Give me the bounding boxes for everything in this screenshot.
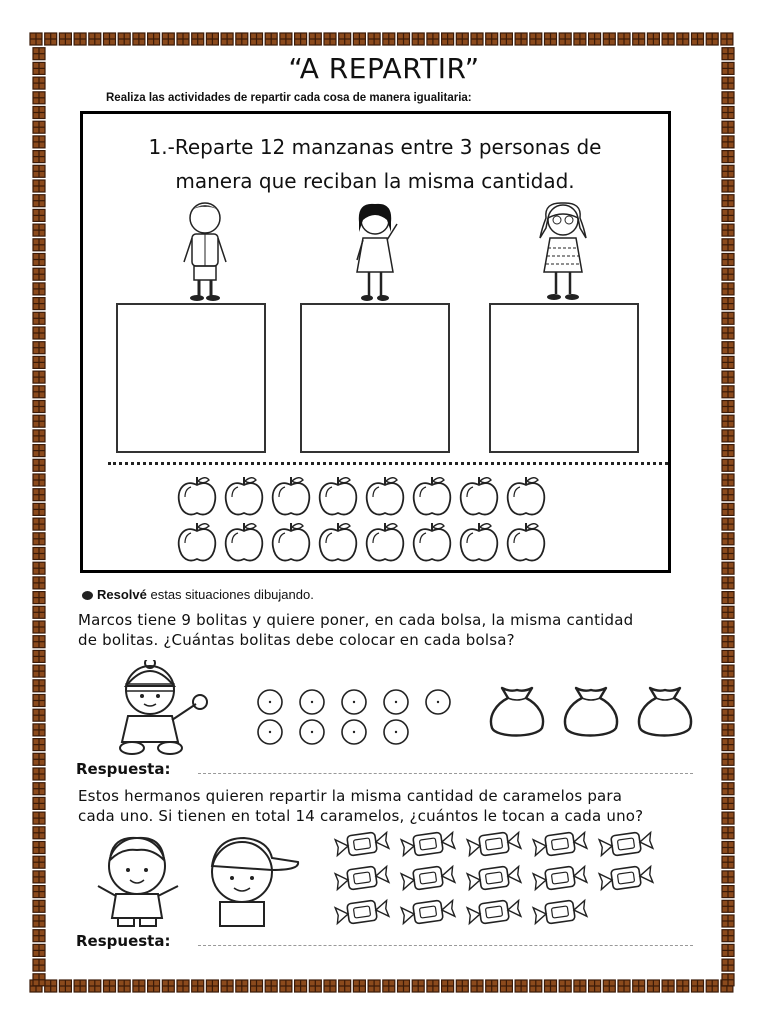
border-square-icon	[722, 503, 734, 515]
answer-label-2: Respuesta:	[76, 760, 171, 778]
border-square-icon	[722, 459, 734, 471]
marbles-group	[256, 688, 456, 748]
activity1-question	[95, 130, 655, 198]
border-square-icon	[162, 33, 174, 45]
border-square-icon	[722, 709, 734, 721]
border-square-icon	[398, 980, 410, 992]
border-square-icon	[33, 386, 45, 398]
bullet-icon	[82, 591, 93, 600]
border-square-icon	[33, 151, 45, 163]
border-square-icon	[722, 445, 734, 457]
border-square-icon	[236, 33, 248, 45]
dotted-divider	[108, 462, 668, 465]
border-square-icon	[33, 136, 45, 148]
border-square-icon	[45, 33, 57, 45]
border-square-icon	[471, 33, 483, 45]
border-square-icon	[412, 980, 424, 992]
border-square-icon	[722, 974, 734, 986]
border-square-icon	[33, 959, 45, 971]
border-square-icon	[722, 312, 734, 324]
answer-box-1[interactable]	[116, 303, 266, 453]
border-square-icon	[427, 980, 439, 992]
border-square-icon	[339, 980, 351, 992]
border-square-icon	[722, 165, 734, 177]
border-square-icon	[722, 342, 734, 354]
border-square-icon	[104, 980, 116, 992]
border-square-icon	[368, 33, 380, 45]
border-square-icon	[722, 577, 734, 589]
marble-icon	[342, 720, 366, 744]
border-square-icon	[33, 415, 45, 427]
border-square-icon	[353, 33, 365, 45]
bags-group	[482, 684, 712, 740]
border-square-icon	[33, 650, 45, 662]
border-square-icon	[33, 753, 45, 765]
answer-line-2[interactable]	[198, 773, 693, 774]
border-square-icon	[74, 33, 86, 45]
border-square-icon	[33, 695, 45, 707]
border-square-icon	[722, 548, 734, 560]
border-square-icon	[692, 980, 704, 992]
candy-icon	[335, 830, 389, 857]
border-square-icon	[33, 298, 45, 310]
marble-icon	[258, 720, 282, 744]
candy-icon	[467, 864, 521, 891]
border-square-icon	[133, 33, 145, 45]
apple-icon	[414, 477, 451, 515]
border-square-icon	[574, 33, 586, 45]
border-square-icon	[33, 445, 45, 457]
border-square-icon	[324, 980, 336, 992]
border-square-icon	[722, 386, 734, 398]
border-square-icon	[722, 415, 734, 427]
border-square-icon	[33, 636, 45, 648]
border-square-icon	[618, 33, 630, 45]
border-square-icon	[722, 489, 734, 501]
border-square-icon	[383, 33, 395, 45]
border-square-icon	[33, 180, 45, 192]
border-square-icon	[677, 980, 689, 992]
border-square-icon	[33, 342, 45, 354]
border-square-icon	[722, 356, 734, 368]
border-square-icon	[559, 980, 571, 992]
bag-icon	[565, 688, 617, 736]
border-square-icon	[500, 33, 512, 45]
border-square-icon	[722, 224, 734, 236]
border-square-icon	[722, 886, 734, 898]
boy-winter-illustration	[100, 660, 225, 755]
border-square-icon	[722, 930, 734, 942]
border-square-icon	[251, 980, 263, 992]
marble-icon	[300, 720, 324, 744]
candy-icon	[335, 898, 389, 925]
apple-icon	[179, 523, 216, 561]
border-square-icon	[589, 980, 601, 992]
candies-group	[330, 828, 670, 928]
border-square-icon	[192, 33, 204, 45]
border-square-icon	[722, 518, 734, 530]
apple-icon	[414, 523, 451, 561]
apple-icon	[320, 523, 357, 561]
resolve-rest: estas situaciones dibujando.	[146, 587, 314, 602]
border-square-icon	[33, 165, 45, 177]
border-square-icon	[33, 944, 45, 956]
border-square-icon	[33, 856, 45, 868]
border-square-icon	[442, 980, 454, 992]
border-square-icon	[33, 680, 45, 692]
marble-icon	[258, 690, 282, 714]
border-square-icon	[33, 489, 45, 501]
answer-line-3[interactable]	[198, 945, 693, 946]
border-square-icon	[33, 915, 45, 927]
border-square-icon	[33, 107, 45, 119]
person-girl-glasses	[528, 198, 598, 304]
border-square-icon	[722, 254, 734, 266]
candy-icon	[599, 830, 653, 857]
bag-icon	[639, 688, 691, 736]
border-square-icon	[33, 209, 45, 221]
border-square-icon	[177, 980, 189, 992]
border-square-icon	[221, 980, 233, 992]
border-square-icon	[722, 797, 734, 809]
border-square-icon	[30, 980, 42, 992]
border-square-icon	[589, 33, 601, 45]
border-square-icon	[104, 33, 116, 45]
border-square-icon	[398, 33, 410, 45]
border-square-icon	[722, 371, 734, 383]
activity1-line1: 1.-Reparte 12 manzanas entre 3 personas de	[148, 135, 602, 159]
marble-icon	[342, 690, 366, 714]
border-square-icon	[618, 980, 630, 992]
worksheet-title: “A REPARTIR”	[288, 52, 480, 85]
border-square-icon	[33, 606, 45, 618]
candy-icon	[401, 864, 455, 891]
border-square-icon	[33, 665, 45, 677]
border-square-icon	[33, 886, 45, 898]
activity3-question	[78, 786, 718, 826]
border-square-icon	[603, 33, 615, 45]
border-square-icon	[722, 107, 734, 119]
border-square-icon	[33, 268, 45, 280]
border-square-icon	[722, 856, 734, 868]
border-square-icon	[33, 621, 45, 633]
border-square-icon	[677, 33, 689, 45]
border-square-icon	[33, 797, 45, 809]
brothers-illustration	[92, 830, 307, 930]
border-square-icon	[722, 121, 734, 133]
border-square-icon	[515, 980, 527, 992]
border-square-icon	[722, 665, 734, 677]
apple-icon	[461, 523, 498, 561]
border-square-icon	[236, 980, 248, 992]
border-square-icon	[324, 33, 336, 45]
border-square-icon	[309, 33, 321, 45]
border-square-icon	[722, 753, 734, 765]
border-square-icon	[722, 592, 734, 604]
border-square-icon	[722, 606, 734, 618]
border-square-icon	[486, 980, 498, 992]
candy-icon	[467, 898, 521, 925]
border-square-icon	[148, 33, 160, 45]
border-square-icon	[722, 695, 734, 707]
border-square-icon	[33, 474, 45, 486]
border-square-icon	[662, 33, 674, 45]
border-square-icon	[722, 621, 734, 633]
apple-icon	[226, 477, 263, 515]
border-square-icon	[33, 459, 45, 471]
border-square-icon	[192, 980, 204, 992]
border-square-icon	[456, 980, 468, 992]
border-square-icon	[33, 356, 45, 368]
border-square-icon	[442, 33, 454, 45]
border-square-icon	[722, 871, 734, 883]
border-square-icon	[33, 739, 45, 751]
border-square-icon	[722, 268, 734, 280]
border-square-icon	[45, 980, 57, 992]
border-square-icon	[339, 33, 351, 45]
border-square-icon	[722, 944, 734, 956]
border-square-icon	[722, 842, 734, 854]
border-square-icon	[265, 980, 277, 992]
border-square-icon	[221, 33, 233, 45]
apple-icon	[367, 523, 404, 561]
border-square-icon	[33, 92, 45, 104]
activity3-line1: Estos hermanos quieren repartir la misma cantidad de caramelos para	[78, 787, 623, 805]
border-square-icon	[722, 430, 734, 442]
border-square-icon	[721, 980, 733, 992]
border-square-icon	[118, 33, 130, 45]
border-square-icon	[456, 33, 468, 45]
border-square-icon	[265, 33, 277, 45]
apple-icon	[320, 477, 357, 515]
border-square-icon	[722, 298, 734, 310]
answer-box-2[interactable]	[300, 303, 450, 453]
border-square-icon	[722, 92, 734, 104]
border-square-icon	[706, 980, 718, 992]
candy-icon	[401, 898, 455, 925]
border-square-icon	[545, 33, 557, 45]
border-square-icon	[89, 980, 101, 992]
border-square-icon	[177, 33, 189, 45]
candy-icon	[467, 830, 521, 857]
apple-icon	[367, 477, 404, 515]
border-square-icon	[295, 33, 307, 45]
marble-icon	[426, 690, 450, 714]
border-square-icon	[89, 33, 101, 45]
candy-icon	[533, 864, 587, 891]
apple-icon	[508, 477, 545, 515]
border-square-icon	[559, 33, 571, 45]
border-square-icon	[33, 724, 45, 736]
border-square-icon	[633, 33, 645, 45]
border-square-icon	[280, 33, 292, 45]
border-square-icon	[33, 503, 45, 515]
apple-icon	[273, 523, 310, 561]
border-square-icon	[148, 980, 160, 992]
border-square-icon	[722, 650, 734, 662]
border-square-icon	[206, 980, 218, 992]
border-square-icon	[515, 33, 527, 45]
border-square-icon	[133, 980, 145, 992]
candy-icon	[335, 864, 389, 891]
answer-label-3: Respuesta:	[76, 932, 171, 950]
border-square-icon	[33, 577, 45, 589]
border-square-icon	[722, 239, 734, 251]
border-square-icon	[309, 980, 321, 992]
border-square-icon	[33, 842, 45, 854]
border-square-icon	[500, 980, 512, 992]
border-square-icon	[722, 195, 734, 207]
border-square-icon	[722, 209, 734, 221]
border-square-icon	[722, 562, 734, 574]
border-square-icon	[33, 283, 45, 295]
border-square-icon	[33, 327, 45, 339]
border-square-icon	[722, 474, 734, 486]
border-square-icon	[33, 239, 45, 251]
border-square-icon	[33, 548, 45, 560]
border-square-icon	[574, 980, 586, 992]
border-square-icon	[33, 783, 45, 795]
border-square-icon	[33, 533, 45, 545]
border-square-icon	[368, 980, 380, 992]
border-square-icon	[30, 33, 42, 45]
border-square-icon	[33, 562, 45, 574]
border-square-icon	[722, 636, 734, 648]
border-square-icon	[33, 871, 45, 883]
border-square-icon	[33, 312, 45, 324]
border-square-icon	[412, 33, 424, 45]
border-square-icon	[162, 980, 174, 992]
bag-icon	[491, 688, 543, 736]
marble-icon	[384, 690, 408, 714]
activity2-line1: Marcos tiene 9 bolitas y quiere poner, en cada bolsa, la misma cantidad	[78, 611, 634, 629]
border-square-icon	[33, 900, 45, 912]
border-square-icon	[722, 783, 734, 795]
border-square-icon	[33, 195, 45, 207]
border-square-icon	[33, 827, 45, 839]
border-square-icon	[33, 592, 45, 604]
apple-icon	[273, 477, 310, 515]
border-square-icon	[722, 900, 734, 912]
resolve-bold: Resolvé	[97, 587, 147, 602]
apple-icon	[461, 477, 498, 515]
person-boy	[170, 198, 240, 303]
border-square-icon	[33, 371, 45, 383]
activity1-line2: manera que reciban la misma cantidad.	[175, 169, 575, 193]
border-square-icon	[251, 33, 263, 45]
border-square-icon	[722, 136, 734, 148]
border-square-icon	[722, 533, 734, 545]
border-square-icon	[722, 768, 734, 780]
apples-group	[175, 473, 555, 565]
border-square-icon	[530, 33, 542, 45]
border-square-icon	[33, 709, 45, 721]
border-square-icon	[33, 121, 45, 133]
border-square-icon	[722, 327, 734, 339]
border-square-icon	[722, 827, 734, 839]
border-square-icon	[692, 33, 704, 45]
apple-icon	[226, 523, 263, 561]
border-square-icon	[206, 33, 218, 45]
border-square-icon	[59, 33, 71, 45]
border-square-icon	[427, 33, 439, 45]
candy-icon	[533, 898, 587, 925]
border-square-icon	[647, 33, 659, 45]
border-square-icon	[33, 224, 45, 236]
border-square-icon	[353, 980, 365, 992]
border-square-icon	[545, 980, 557, 992]
activity2-line2: de bolitas. ¿Cuántas bolitas debe colocar en cada bolsa?	[78, 631, 515, 649]
activity3-line2: cada uno. Si tienen en total 14 caramelos, ¿cuántos le tocan a cada uno?	[78, 807, 644, 825]
border-square-icon	[33, 812, 45, 824]
instructions-text: Realiza las actividades de repartir cada cosa de manera igualitaria:	[106, 92, 472, 104]
border-square-icon	[74, 980, 86, 992]
border-square-icon	[33, 401, 45, 413]
border-square-icon	[383, 980, 395, 992]
border-square-icon	[33, 518, 45, 530]
border-square-icon	[722, 180, 734, 192]
border-square-icon	[295, 980, 307, 992]
border-square-icon	[603, 980, 615, 992]
border-square-icon	[722, 680, 734, 692]
border-square-icon	[647, 980, 659, 992]
border-square-icon	[722, 724, 734, 736]
resolve-instruction	[82, 587, 314, 602]
marble-icon	[384, 720, 408, 744]
border-square-icon	[280, 980, 292, 992]
border-square-icon	[722, 283, 734, 295]
border-square-icon	[722, 739, 734, 751]
border-square-icon	[722, 915, 734, 927]
border-square-icon	[118, 980, 130, 992]
border-square-icon	[33, 254, 45, 266]
border-square-icon	[33, 768, 45, 780]
border-square-icon	[33, 430, 45, 442]
answer-box-3[interactable]	[489, 303, 639, 453]
candy-icon	[533, 830, 587, 857]
apple-icon	[508, 523, 545, 561]
border-square-icon	[722, 401, 734, 413]
candy-icon	[401, 830, 455, 857]
border-square-icon	[471, 980, 483, 992]
marble-icon	[300, 690, 324, 714]
border-square-icon	[530, 980, 542, 992]
candy-icon	[599, 864, 653, 891]
border-square-icon	[721, 33, 733, 45]
border-square-icon	[633, 980, 645, 992]
border-square-icon	[59, 980, 71, 992]
border-square-icon	[33, 930, 45, 942]
border-square-icon	[706, 33, 718, 45]
border-square-icon	[33, 974, 45, 986]
border-square-icon	[722, 959, 734, 971]
border-square-icon	[722, 151, 734, 163]
border-square-icon	[486, 33, 498, 45]
activity2-question	[78, 610, 718, 650]
border-square-icon	[722, 812, 734, 824]
apple-icon	[179, 477, 216, 515]
border-square-icon	[662, 980, 674, 992]
person-girl	[345, 200, 405, 305]
